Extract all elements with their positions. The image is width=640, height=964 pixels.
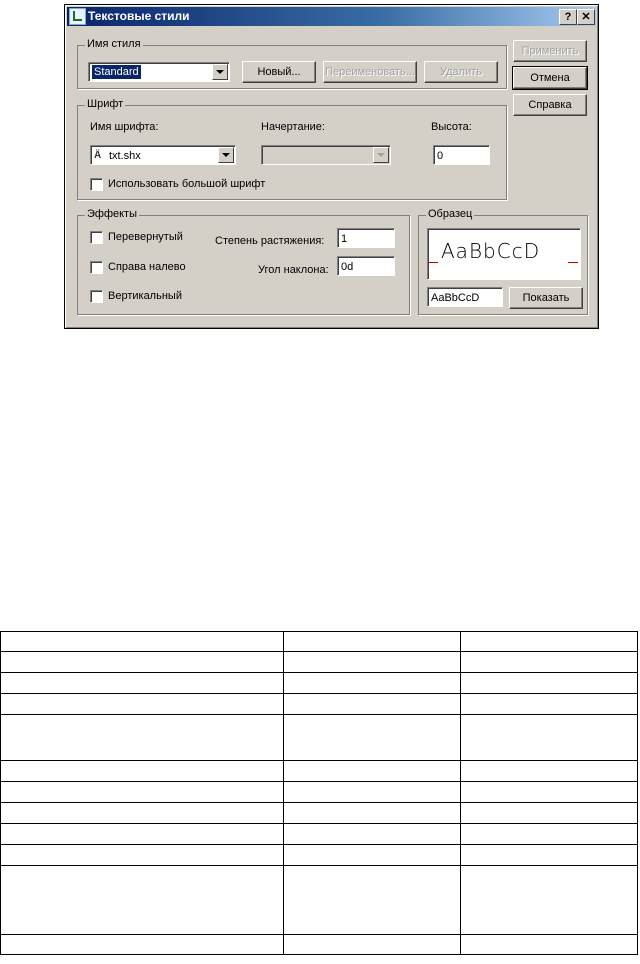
vertical-label: Вертикальный [108,290,182,302]
bigfont-label: Использовать большой шрифт [108,178,266,190]
font-legend: Шрифт [87,98,124,110]
title-bar[interactable] [67,7,596,26]
effects-legend: Эффекты [87,208,138,220]
autocad-app-icon [69,8,86,25]
preview-text-input[interactable]: AaBbCcD [427,287,503,307]
help-button[interactable]: Справка [513,94,587,116]
table-row [1,803,638,824]
oblique-angle-label: Угол наклона: [258,264,329,276]
font-height-label: Высота: [431,121,472,133]
width-factor-label: Степень растяжения: [215,235,325,247]
font-style-label: Начертание: [261,121,325,133]
oblique-angle-input[interactable]: 0d [337,256,395,276]
dialog-title: Текстовые стили [88,9,190,23]
style-name-group [77,38,507,89]
baseline-right [568,262,578,263]
table-row [1,782,638,803]
font-name-select[interactable] [90,145,236,165]
bigfont-checkbox[interactable] [90,178,103,191]
vertical-checkbox[interactable] [90,290,103,303]
new-style-button[interactable]: Новый... [242,61,316,83]
table-row [1,715,638,761]
preview-box [427,228,581,280]
style-name-select[interactable] [88,62,230,82]
close-button[interactable]: ✕ [577,9,595,25]
width-factor-input[interactable]: 1 [337,228,395,248]
chevron-down-icon[interactable] [373,147,389,163]
font-group [77,98,507,200]
baseline-left [428,262,438,263]
preview-group [418,208,588,315]
table-row [1,866,638,935]
chevron-down-icon[interactable] [212,64,228,80]
chevron-down-icon[interactable] [218,147,234,163]
style-name-legend: Имя стиля [87,38,141,50]
upside-down-label: Перевернутый [108,231,183,243]
preview-sample-text: AaBbCcD [441,239,541,263]
table-row [1,694,638,715]
table-row [1,935,638,955]
backwards-checkbox[interactable] [90,261,103,274]
font-height-input[interactable]: 0 [433,145,490,165]
help-title-button[interactable]: ? [559,9,577,25]
delete-style-button[interactable]: Удалить [424,61,498,83]
cancel-button[interactable]: Отмена [513,67,587,89]
table-row [1,673,638,694]
table-row [1,652,638,673]
show-preview-button[interactable]: Показать [509,287,583,309]
apply-button[interactable]: Применить [513,40,587,62]
table-row [1,845,638,866]
font-style-select[interactable] [261,145,391,165]
empty-table [0,631,638,955]
preview-legend: Образец [428,208,473,220]
table-row [1,761,638,782]
font-name-label: Имя шрифта: [90,121,159,133]
backwards-label: Справа налево [108,261,186,273]
table-row [1,824,638,845]
effects-group [77,208,410,315]
font-name-value: txt.shx [109,150,141,162]
text-style-dialog [64,4,599,329]
style-name-value: Standard [94,66,139,78]
shx-font-icon: Ä [94,150,102,161]
table-row [1,632,638,652]
rename-style-button[interactable]: Переименовать... [323,61,417,83]
upside-down-checkbox[interactable] [90,231,103,244]
